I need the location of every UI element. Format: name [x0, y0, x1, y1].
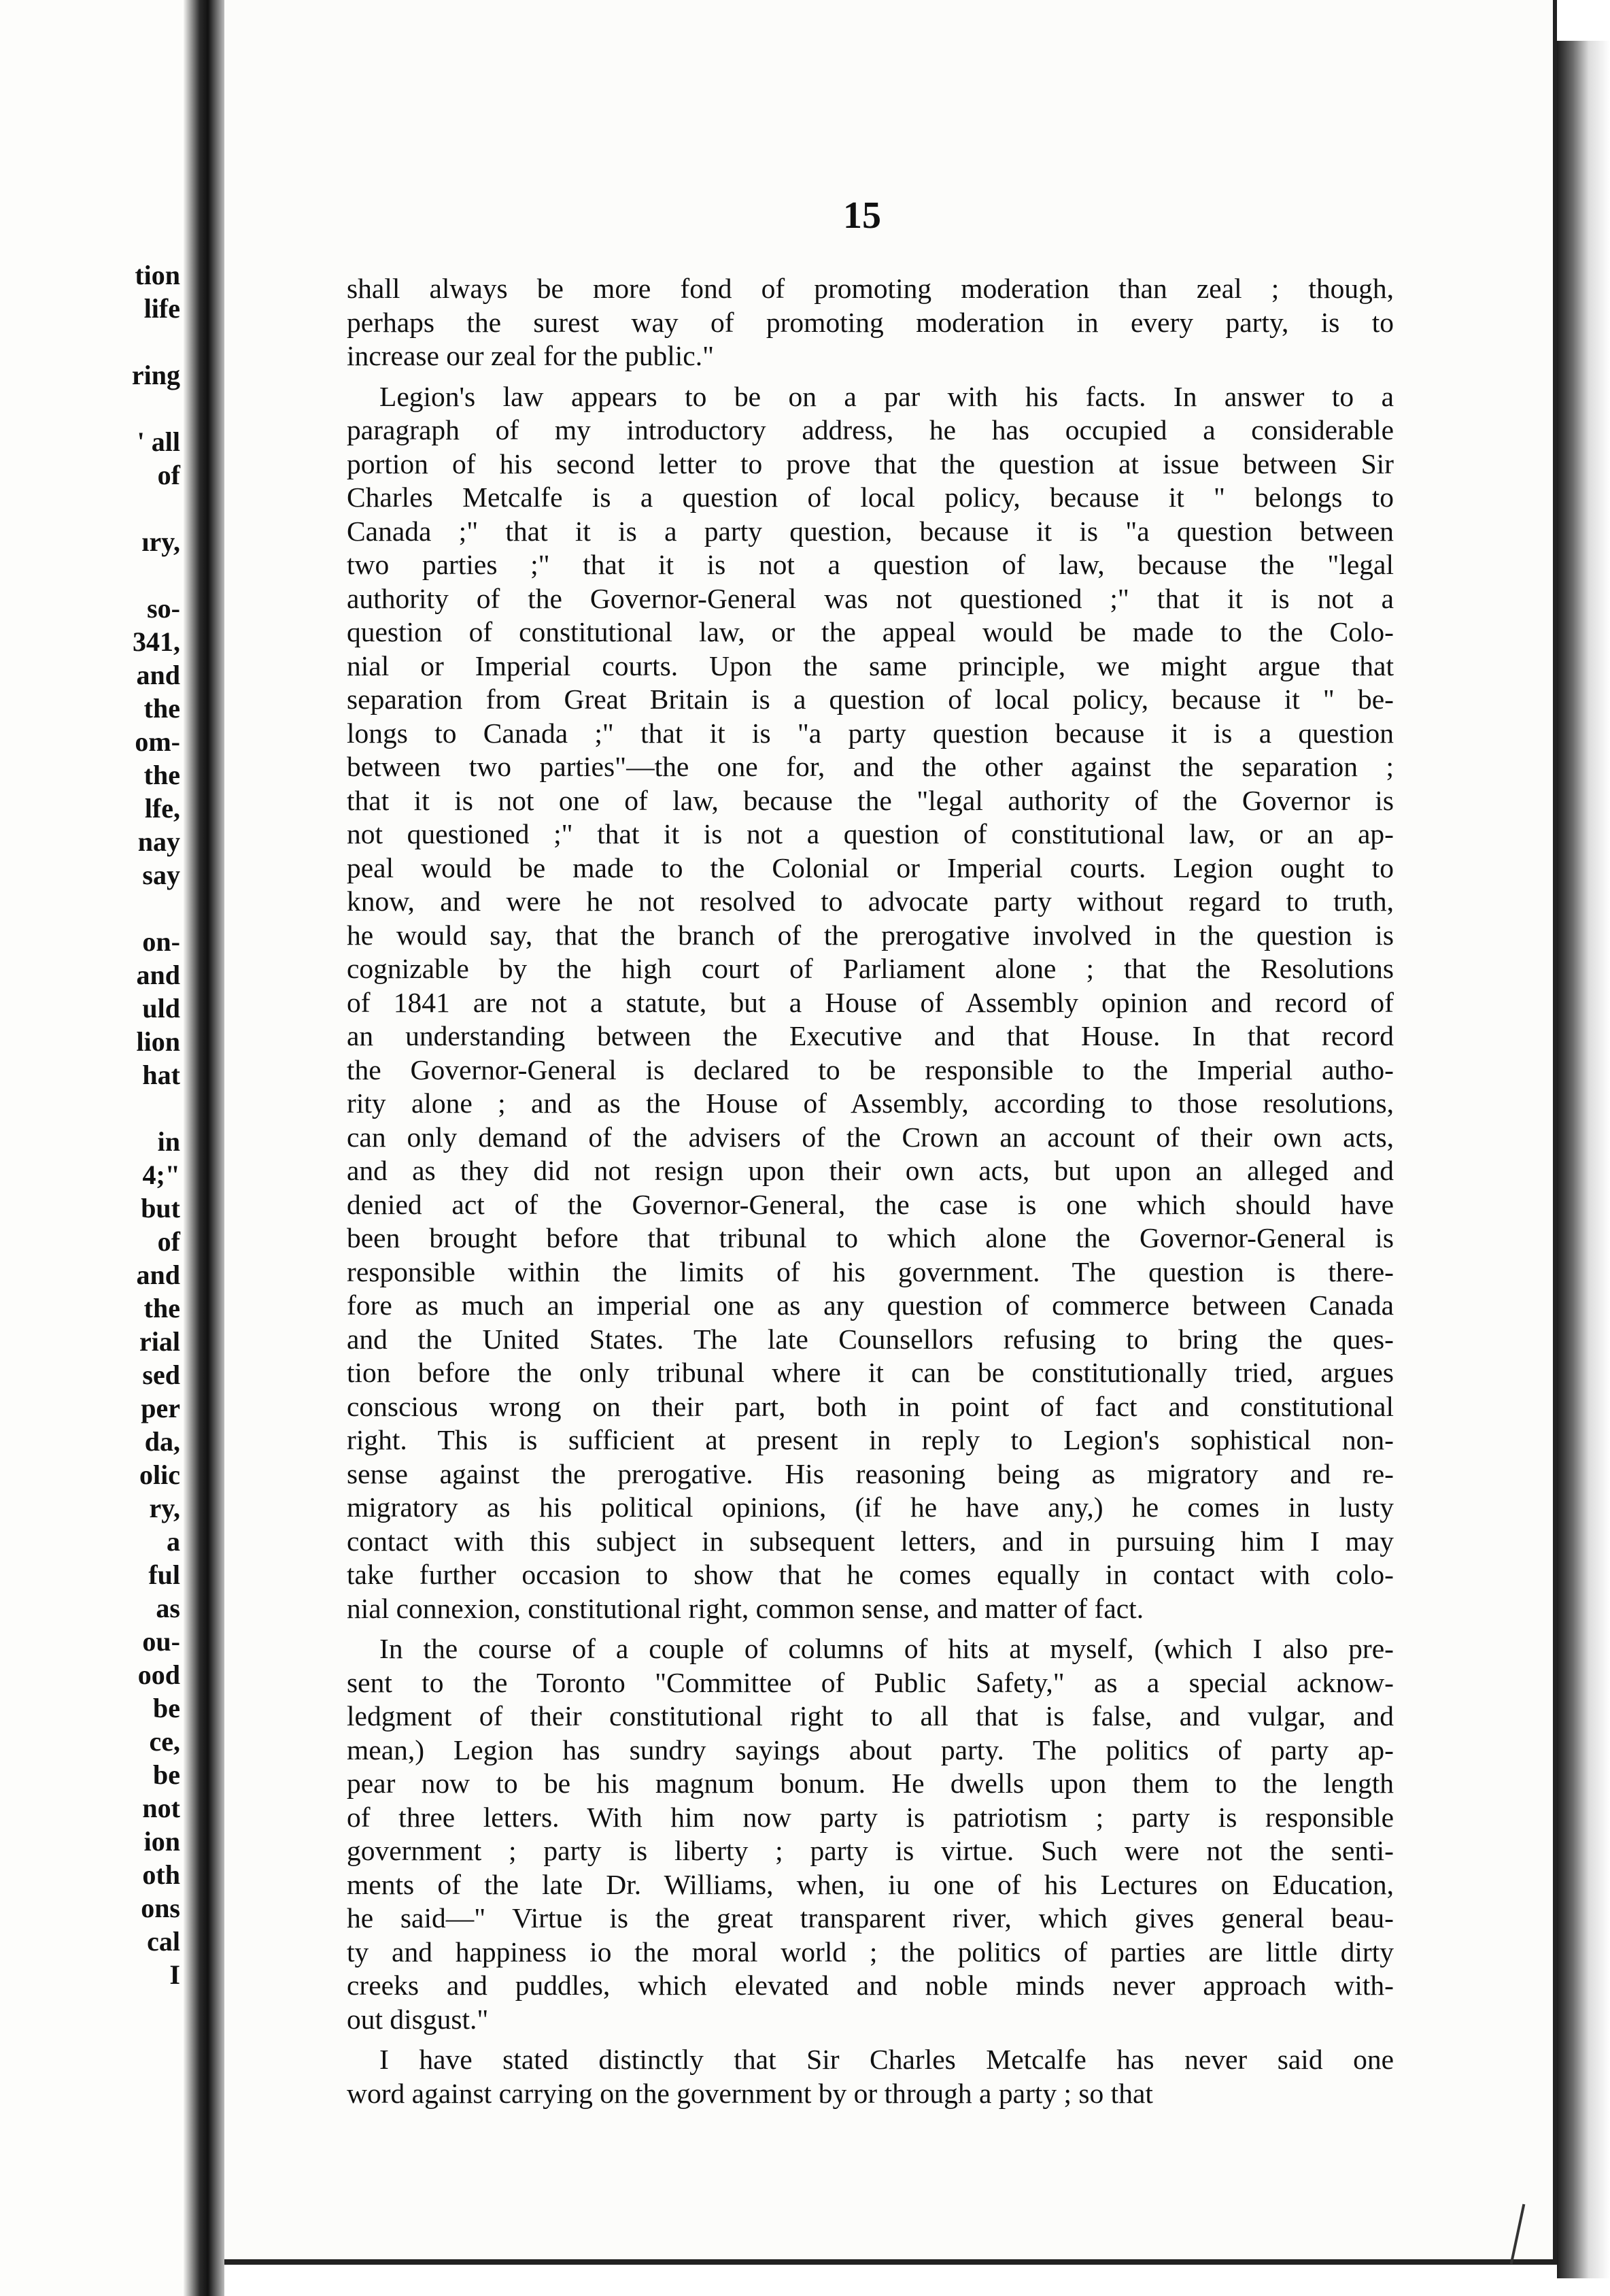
text-line: increase our zeal for the public." [347, 340, 715, 371]
facing-page-fragment-line: be [153, 1759, 180, 1790]
facing-page-fragment-line: on- [142, 926, 180, 957]
facing-page-fragment-line: hat [142, 1060, 180, 1090]
facing-page-fragment-line: life [143, 293, 180, 324]
text-line: sense against the prerogative. His reasoning being as migratory and re- [347, 1457, 1394, 1489]
text-line: nial connexion, constitutional right, common sense, and matter of fact. [347, 1592, 1144, 1624]
facing-page-fragment-line: ring [131, 360, 180, 390]
facing-page-fragment-line: be [153, 1693, 180, 1723]
paragraph-gap [347, 373, 1394, 380]
facing-page-fragment-line: I [169, 1959, 180, 1990]
facing-page-fragment-line [0, 1092, 180, 1125]
text-line: an understanding between the Executive and that House. In that record [347, 1020, 1394, 1051]
facing-page-fragment-line: and [136, 1260, 180, 1290]
text-line: rity alone ; and as the House of Assembly, according to those resolutions, [347, 1087, 1394, 1119]
facing-page-fragment-line: say [142, 860, 180, 890]
text-line: ments of the late Dr. Williams, when, iu one of his Lectures on Education, [347, 1868, 1394, 1900]
facing-page-fragment-line: oth [142, 1859, 180, 1890]
facing-page-fragment-line [0, 492, 180, 525]
text-line: pear now to be his magnum bonum. He dwells upon them to the length [347, 1768, 1394, 1799]
text-line: know, and were he not resolved to advocate party without regard to truth, [347, 885, 1394, 917]
text-line: Canada ;" that it is a party question, because it is "a question between [347, 515, 1394, 547]
facing-page-fragment-line: om- [135, 726, 180, 757]
facing-page-fragment-line [0, 892, 180, 925]
text-line: nial or Imperial courts. Upon the same principle, we might argue that [347, 649, 1394, 681]
facing-page-fragment-line: ons [141, 1893, 180, 1923]
facing-page-fragment-line: a [167, 1526, 180, 1557]
text-line: contact with this subject in subsequent letters, and in pursuing him I may [347, 1525, 1394, 1557]
text-line: not questioned ;" that it is not a question of constitutional law, or an ap- [347, 818, 1394, 849]
text-line: creeks and puddles, which elevated and noble minds never approach with- [347, 1970, 1394, 2001]
facing-page-fragment-line: cal [147, 1926, 180, 1957]
page-number: 15 [843, 195, 881, 237]
text-line: take further occasion to show that he comes equally in contact with colo- [347, 1559, 1394, 1590]
text-line: been brought before that tribunal to which alone the Governor-General is [347, 1222, 1394, 1253]
text-line: of 1841 are not a statute, but a House of Assembly opinion and record of [347, 986, 1394, 1018]
paragraph-gap [347, 1625, 1394, 1632]
text-line: cognizable by the high court of Parliament alone ; that the Resolutions [347, 953, 1394, 984]
text-line: fore as much an imperial one as any question of commerce between Canada [347, 1289, 1394, 1321]
page-edge-shadow [1557, 41, 1610, 2278]
facing-page-fragment-line: ou- [142, 1626, 180, 1657]
facing-page-fragment-line: ıry, [141, 526, 180, 557]
text-line: he said—" Virtue is the great transparent river, which gives general beau- [347, 1902, 1394, 1934]
facing-page-fragment-line: lion [136, 1026, 180, 1057]
facing-page-fragment-line: uld [142, 993, 180, 1024]
text-line: ty and happiness io the moral world ; the politics of parties are little dirty [347, 1936, 1394, 1968]
text-line: right. This is sufficient at present in reply to Legion's sophistical non- [347, 1424, 1394, 1455]
facing-page-fragment-line: nay [137, 826, 180, 857]
facing-page-fragment-line: da, [144, 1426, 180, 1457]
text-line: Legion's law appears to be on a par with his facts. In answer to a [379, 380, 1394, 412]
text-line: word against carrying on the government by or through a party ; so that [347, 2077, 1153, 2109]
text-line: In the course of a couple of columns of hits at myself, (which I also pre- [379, 1633, 1394, 1664]
text-line: that it is not one of law, because the "legal authority of the Governor is [347, 784, 1394, 816]
facing-page-fragment-line: and [136, 960, 180, 990]
book-gutter [184, 0, 224, 2296]
facing-page-fragment-line: sed [142, 1360, 180, 1390]
facing-page-fragment-line: 341, [133, 626, 180, 657]
text-line: migratory as his political opinions, (if he have any,) he comes in lusty [347, 1491, 1394, 1523]
paragraph-gap [347, 2036, 1394, 2043]
facing-page-fragment-line: but [141, 1193, 180, 1223]
text-line: perhaps the surest way of promoting moderation in every party, is to [347, 306, 1394, 338]
facing-page-fragment [0, 0, 197, 2296]
facing-page-fragment-line: ' all [137, 426, 180, 457]
text-line: conscious wrong on their part, both in point of fact and constitutional [347, 1390, 1394, 1422]
text-line: Charles Metcalfe is a question of local policy, because it " belongs to [347, 482, 1394, 513]
text-line: between two parties"—the one for, and the other against the separation ; [347, 751, 1394, 782]
facing-page-fragment-line: of [157, 1226, 180, 1257]
facing-page-fragment-line: and [136, 660, 180, 690]
text-line: and as they did not resign upon their own acts, but upon an alleged and [347, 1155, 1394, 1186]
text-line: the Governor-General is declared to be responsible to the Imperial autho- [347, 1053, 1394, 1085]
text-line: can only demand of the advisers of the Crown an account of their own acts, [347, 1121, 1394, 1153]
facing-page-line-endings [0, 258, 180, 1991]
facing-page-fragment-line: the [143, 1293, 180, 1323]
paragraph [347, 380, 1394, 1626]
text-line: denied act of the Governor-General, the case is one which should have [347, 1188, 1394, 1220]
paragraph [347, 1632, 1394, 2036]
facing-page-fragment-line: tion [135, 260, 180, 290]
text-line: peal would be made to the Colonial or Imperial courts. Legion ought to [347, 851, 1394, 883]
facing-page-fragment-line: ry, [149, 1493, 180, 1523]
facing-page-fragment-line: the [143, 760, 180, 790]
text-line: shall always be more fond of promoting moderation than zeal ; though, [347, 273, 1394, 304]
facing-page-fragment-line: per [141, 1393, 180, 1423]
paragraph [347, 272, 1394, 373]
facing-page-fragment-line: of [157, 460, 180, 490]
text-line: he would say, that the branch of the prerogative involved in the question is [347, 919, 1394, 951]
facing-page-fragment-line: olic [139, 1459, 180, 1490]
text-line: out disgust." [347, 2003, 489, 2035]
facing-page-fragment-line: ood [137, 1659, 180, 1690]
text-line: mean,) Legion has sundry sayings about party. The politics of party ap- [347, 1734, 1394, 1766]
facing-page-fragment-line: in [157, 1126, 180, 1157]
facing-page-fragment-line: ce, [149, 1726, 180, 1757]
facing-page-fragment-line: as [156, 1593, 180, 1623]
facing-page-fragment-line: so- [147, 593, 180, 624]
facing-page-fragment-line: rial [139, 1326, 180, 1357]
facing-page-fragment-line: ion [143, 1826, 180, 1857]
text-line: sent to the Toronto "Committee of Public Safety," as a special acknow- [347, 1666, 1394, 1698]
facing-page-fragment-line: not [142, 1793, 180, 1823]
text-line: question of constitutional law, or the appeal would be made to the Colo- [347, 616, 1394, 647]
facing-page-fragment-line: ful [148, 1559, 180, 1590]
text-line: of three letters. With him now party is patriotism ; party is responsible [347, 1801, 1394, 1833]
paragraph [347, 2043, 1394, 2110]
text-line: ledgment of their constitutional right to all that is false, and vulgar, and [347, 1700, 1394, 1732]
facing-page-fragment-line [0, 392, 180, 425]
text-line: responsible within the limits of his government. The question is there- [347, 1255, 1394, 1287]
text-line: separation from Great Britain is a question of local policy, because it " be- [347, 683, 1394, 715]
facing-page-fragment-line: 4;" [142, 1160, 180, 1190]
text-line: government ; party is liberty ; party is virtue. Such were not the senti- [347, 1835, 1394, 1866]
body-text [347, 272, 1394, 2110]
facing-page-fragment-line: the [143, 693, 180, 724]
text-line: and the United States. The late Counsellors refusing to bring the ques- [347, 1323, 1394, 1355]
text-line: portion of his second letter to prove that the question at issue between Sir [347, 448, 1394, 479]
facing-page-fragment-line: lfe, [144, 793, 180, 824]
text-line: I have stated distinctly that Sir Charles Metcalfe has never said one [379, 2044, 1394, 2075]
text-line: two parties ;" that it is not a question of law, because the "legal [347, 549, 1394, 580]
text-line: paragraph of my introductory address, he has occupied a considerable [347, 414, 1394, 445]
facing-page-fragment-line [0, 325, 180, 358]
text-line: longs to Canada ;" that it is "a party question because it is a question [347, 717, 1394, 749]
facing-page-fragment-line [0, 558, 180, 592]
text-line: tion before the only tribunal where it can be constitutionally tried, argues [347, 1357, 1394, 1388]
text-line: authority of the Governor-General was not questioned ;" that it is not a [347, 582, 1394, 614]
